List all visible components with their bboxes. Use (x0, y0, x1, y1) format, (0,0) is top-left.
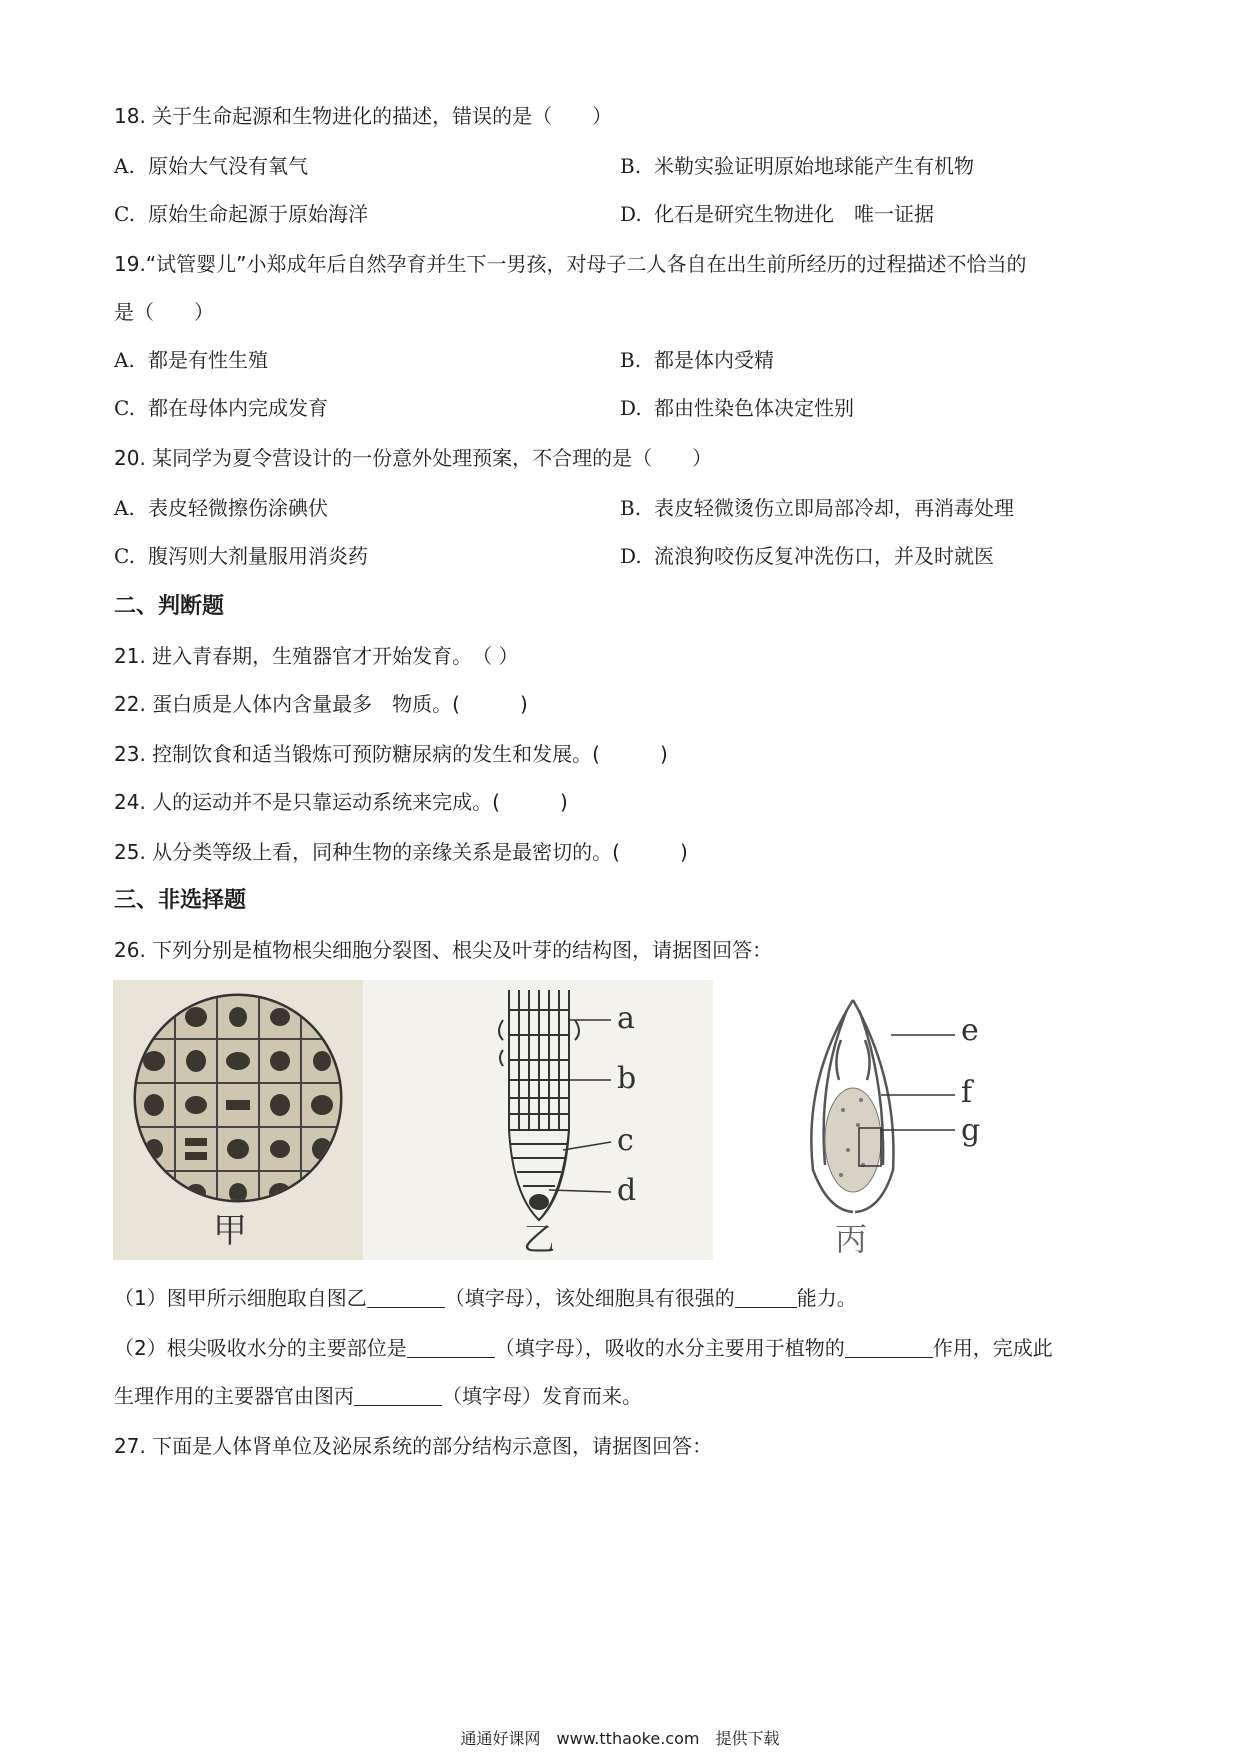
q26-figure (113, 980, 1113, 1260)
q20-option-a: A. 表皮轻微擦伤涂碘伏 (114, 496, 328, 520)
q20-stem: 20. 某同学为夏令营设计的一份意外处理预案，不合理的是（ ） (114, 446, 713, 470)
answer-blank[interactable] (354, 1385, 442, 1406)
section-heading-judgement: 二、判断题 (114, 594, 225, 619)
q18-stem: 18. 关于生命起源和生物进化的描述，错误的是（ ） (114, 104, 613, 128)
q19-stem-line2: 是（ ） (114, 300, 214, 324)
q18-option-d: D. 化石是研究生物进化 唯一证据 (620, 202, 934, 226)
page-footer: 通通好课网 www.tthaoke.com 提供下载 (460, 1729, 780, 1748)
figure-label-b: b (617, 1061, 637, 1096)
answer-blank[interactable] (735, 1287, 797, 1308)
q26-stem: 26. 下列分别是植物根尖细胞分裂图、根尖及叶芽的结构图，请据图回答： (114, 938, 773, 962)
judge-item-21: 21. 进入青春期，生殖器官才开始发育。 （ ） (114, 644, 519, 668)
section-heading-non-choice: 三、非选择题 (114, 888, 247, 913)
q27-stem: 27. 下面是人体肾单位及泌尿系统的部分结构示意图，请据图回答： (114, 1434, 713, 1458)
q19-option-a: A. 都是有性生殖 (114, 348, 268, 372)
figure-bing-leaf-bud (733, 980, 1033, 1260)
q26-sub2: （2）根尖吸收水分的主要部位是 （填字母），吸收的水分主要用于植物的 作用，完成此 (114, 1336, 1053, 1360)
q19-option-d: D. 都由性染色体决定性别 (620, 396, 854, 420)
q20-option-b: B. 表皮轻微烫伤立即局部冷却，再消毒处理 (620, 496, 1014, 520)
q18-option-c: C. 原始生命起源于原始海洋 (114, 202, 368, 226)
figure-label-jia: 甲 (213, 1211, 247, 1251)
answer-blank[interactable] (845, 1337, 933, 1358)
q26-sub2-line2: 生理作用的主要器官由图丙 （填字母）发育而来。 (114, 1384, 642, 1408)
figure-label-c: c (617, 1123, 634, 1158)
q18-option-b: B. 米勒实验证明原始地球能产生有机物 (620, 154, 974, 178)
q26-sub1: （1）图甲所示细胞取自图乙 （填字母），该处细胞具有很强的 能力。 (114, 1286, 857, 1310)
q18-option-a: A. 原始大气没有氧气 (114, 154, 308, 178)
figure-label-a: a (617, 1001, 635, 1036)
figure-label-d: d (617, 1173, 637, 1208)
q19-option-c: C. 都在母体内完成发育 (114, 396, 328, 420)
q20-option-d: D. 流浪狗咬伤反复冲洗伤口，并及时就医 (620, 544, 994, 568)
answer-blank[interactable] (367, 1287, 445, 1308)
q20-option-c: C. 腹泻则大剂量服用消炎药 (114, 544, 368, 568)
q19-stem-line1: 19.“试管婴儿”小郑成年后自然孕育并生下一男孩，对母子二人各自在出生前所经历的过程描述不恰当的 (114, 252, 1027, 276)
figure-jia-cell-division (113, 980, 363, 1260)
figure-label-e: e (961, 1013, 979, 1048)
figure-yi-root-tip (363, 980, 713, 1260)
figure-label-f: f (961, 1075, 973, 1110)
q19-option-b: B. 都是体内受精 (620, 348, 774, 372)
figure-label-bing: 丙 (835, 1220, 868, 1258)
judge-item-25: 25. 从分类等级上看，同种生物的亲缘关系是最密切的。( ) (114, 840, 688, 864)
judge-item-24: 24. 人的运动并不是只靠运动系统来完成。( ) (114, 790, 568, 814)
answer-blank[interactable] (407, 1337, 495, 1358)
figure-label-yi: 乙 (523, 1220, 556, 1258)
figure-label-g: g (961, 1113, 981, 1148)
judge-item-22: 22. 蛋白质是人体内含量最多 物质。( ) (114, 692, 528, 716)
judge-item-23: 23. 控制饮食和适当锻炼可预防糖尿病的发生和发展。( ) (114, 742, 668, 766)
